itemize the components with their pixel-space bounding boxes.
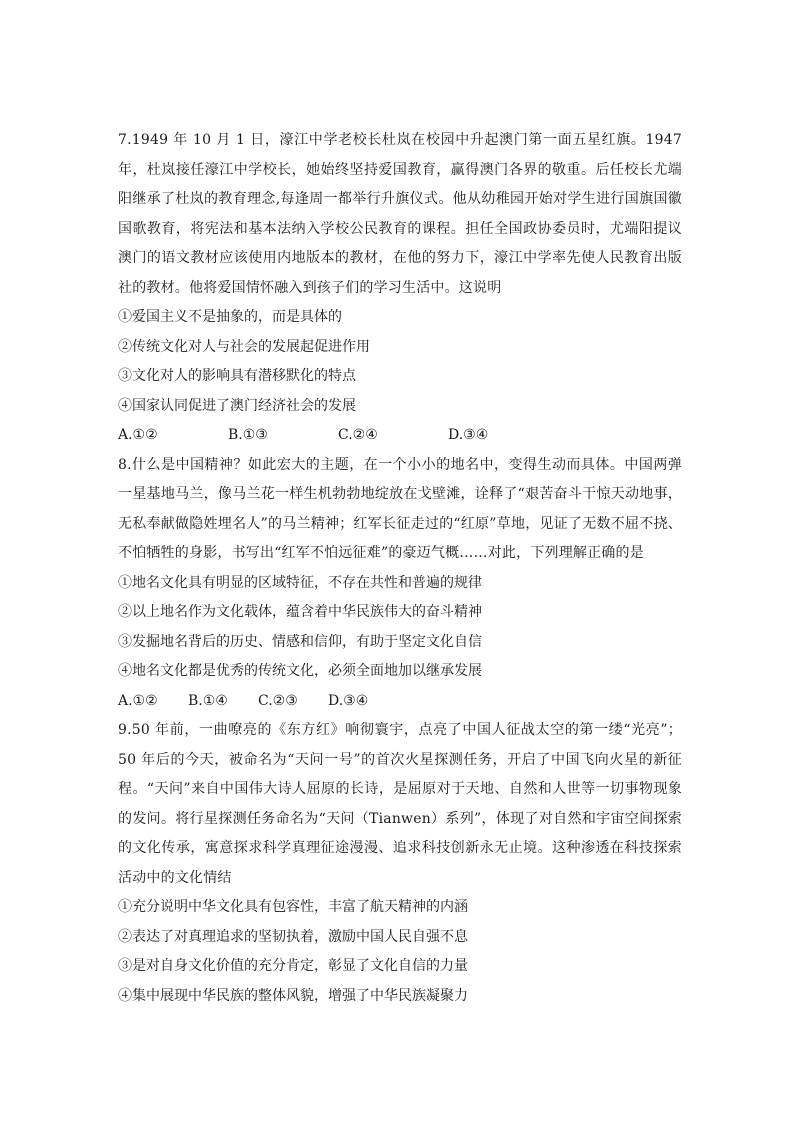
choice-a: A.①② — [118, 692, 158, 709]
question-stem: 9.50 年前，一曲嘹亮的《东方红》响彻寰宇，点亮了中国人征战太空的第一缕“光亮”；50 年后的今天，被命名为“天问一号”的首次火星探测任务，开启了中国飞向火星的新征程。“天问”来自中国伟大诗人屈原的长诗，是屈原对于天地、自然和人世等一切事物现象的发问。将行星探测任务命名为“天问（Tianwen）系列”，体现了对自然和宇宙空间探索的文化传承，寓意探求科学真理征途漫漫、追求科技创新永无止境。这种渗透在科技探索活动中的文化情结 — [118, 722, 682, 886]
option-3: ③文化对人的影响具有潜移默化的特点 — [118, 368, 356, 384]
option-1: ①爱国主义不是抽象的，而是具体的 — [118, 309, 342, 325]
choice-b: B.①④ — [188, 692, 228, 709]
option-1: ①地名文化具有明显的区域特征，不存在共性和普遍的规律 — [118, 574, 482, 591]
option-4: ④集中展现中华民族的整体风貌，增强了中华民族凝聚力 — [118, 987, 468, 1004]
choice-d: D.③④ — [328, 692, 369, 709]
option-4: ④国家认同促进了澳门经济社会的发展 — [118, 397, 356, 414]
choice-b: B.①③ — [228, 427, 268, 443]
choice-c: C.②③ — [258, 692, 298, 709]
option-3: ③是对自身文化价值的充分肯定，彰显了文化自信的力量 — [118, 958, 468, 974]
content-area — [118, 126, 682, 1011]
option-1: ①充分说明中华文化具有包容性，丰富了航天精神的内涵 — [118, 899, 468, 915]
option-2: ②表达了对真理追求的坚韧执着，激励中国人民自强不息 — [118, 928, 468, 945]
option-3: ③发掘地名背后的历史、情感和信仰，有助于坚定文化自信 — [118, 633, 482, 650]
choice-d: D.③④ — [448, 427, 489, 443]
question-stem: 8.什么是中国精神？如此宏大的主题，在一个小小的地名中，变得生动而具体。中国两弹一星基地马兰，像马兰花一样生机勃勃地绽放在戈壁滩，诠释了“艰苦奋斗干惊天动地事，无私奉献做隐姓埋名人”的马兰精神；红军长征走过的“红原”草地，见证了无数不屈不挠、不怕牺牲的身影，书写出“红军不怕远征难”的豪迈气概……对此，下列理解正确的是 — [118, 456, 682, 561]
option-4: ④地名文化都是优秀的传统文化，必须全面地加以继承发展 — [118, 663, 482, 679]
question-9 — [118, 716, 682, 1011]
choice-c: C.②④ — [338, 427, 378, 443]
answer-choices — [118, 687, 682, 717]
answer-choices — [118, 421, 682, 451]
question-stem: 7.1949 年 10 月 1 日，濠江中学老校长杜岚在校园中升起澳门第一面五星红旗。1947 年，杜岚接任濠江中学校长，她始终坚持爱国教育，赢得澳门各界的敬重。后任校长尤端阳继承了杜岚的教育理念,每逢周一都举行升旗仪式。他从幼稚园开始对学生进行国旗国徽国歌教育，将宪法和基本法纳入学校公民教育的课程。担任全国政协委员时，尤端阳提议澳门的语文教材应该使用内地版本的教材，在他的努力下，濠江中学率先使人民教育出版社的教材。他将爱国情怀融入到孩子们的学习生活中。这说明 — [118, 132, 682, 296]
option-2: ②传统文化对人与社会的发展起促进作用 — [118, 338, 370, 355]
question-7 — [118, 126, 682, 451]
choice-a: A.①② — [118, 427, 158, 443]
option-2: ②以上地名作为文化载体，蕴含着中华民族伟大的奋斗精神 — [118, 604, 482, 620]
question-8 — [118, 451, 682, 717]
